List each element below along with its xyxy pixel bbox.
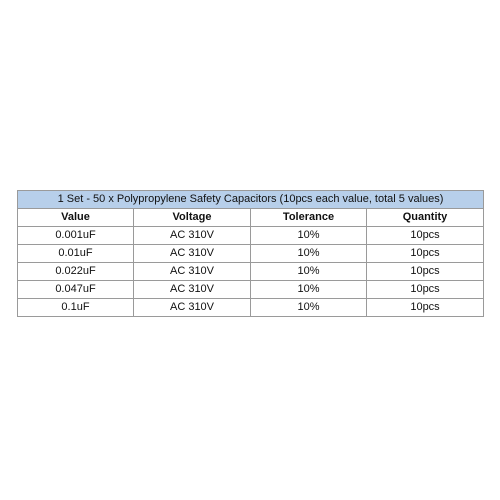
cell-voltage: AC 310V: [134, 281, 251, 299]
cell-tolerance: 10%: [251, 245, 367, 263]
table-row: [18, 263, 484, 281]
capacitor-spec-table: [17, 190, 484, 317]
table-title: 1 Set - 50 x Polypropylene Safety Capacitors (10pcs each value, total 5 values): [18, 191, 484, 209]
cell-tolerance: 10%: [251, 299, 367, 317]
column-header-quantity: Quantity: [367, 209, 484, 227]
cell-quantity: 10pcs: [367, 227, 484, 245]
cell-voltage: AC 310V: [134, 227, 251, 245]
column-header-tolerance: Tolerance: [251, 209, 367, 227]
cell-quantity: 10pcs: [367, 281, 484, 299]
cell-quantity: 10pcs: [367, 263, 484, 281]
cell-quantity: 10pcs: [367, 299, 484, 317]
table-row: [18, 299, 484, 317]
cell-voltage: AC 310V: [134, 263, 251, 281]
table-row: [18, 245, 484, 263]
table-row: [18, 227, 484, 245]
cell-value: 0.01uF: [18, 245, 134, 263]
column-header-voltage: Voltage: [134, 209, 251, 227]
cell-tolerance: 10%: [251, 227, 367, 245]
cell-tolerance: 10%: [251, 281, 367, 299]
column-header-value: Value: [18, 209, 134, 227]
table-header-row: [18, 209, 484, 227]
cell-voltage: AC 310V: [134, 245, 251, 263]
cell-value: 0.001uF: [18, 227, 134, 245]
cell-value: 0.047uF: [18, 281, 134, 299]
cell-voltage: AC 310V: [134, 299, 251, 317]
cell-value: 0.022uF: [18, 263, 134, 281]
table-title-row: [18, 191, 484, 209]
table-row: [18, 281, 484, 299]
cell-quantity: 10pcs: [367, 245, 484, 263]
cell-value: 0.1uF: [18, 299, 134, 317]
cell-tolerance: 10%: [251, 263, 367, 281]
